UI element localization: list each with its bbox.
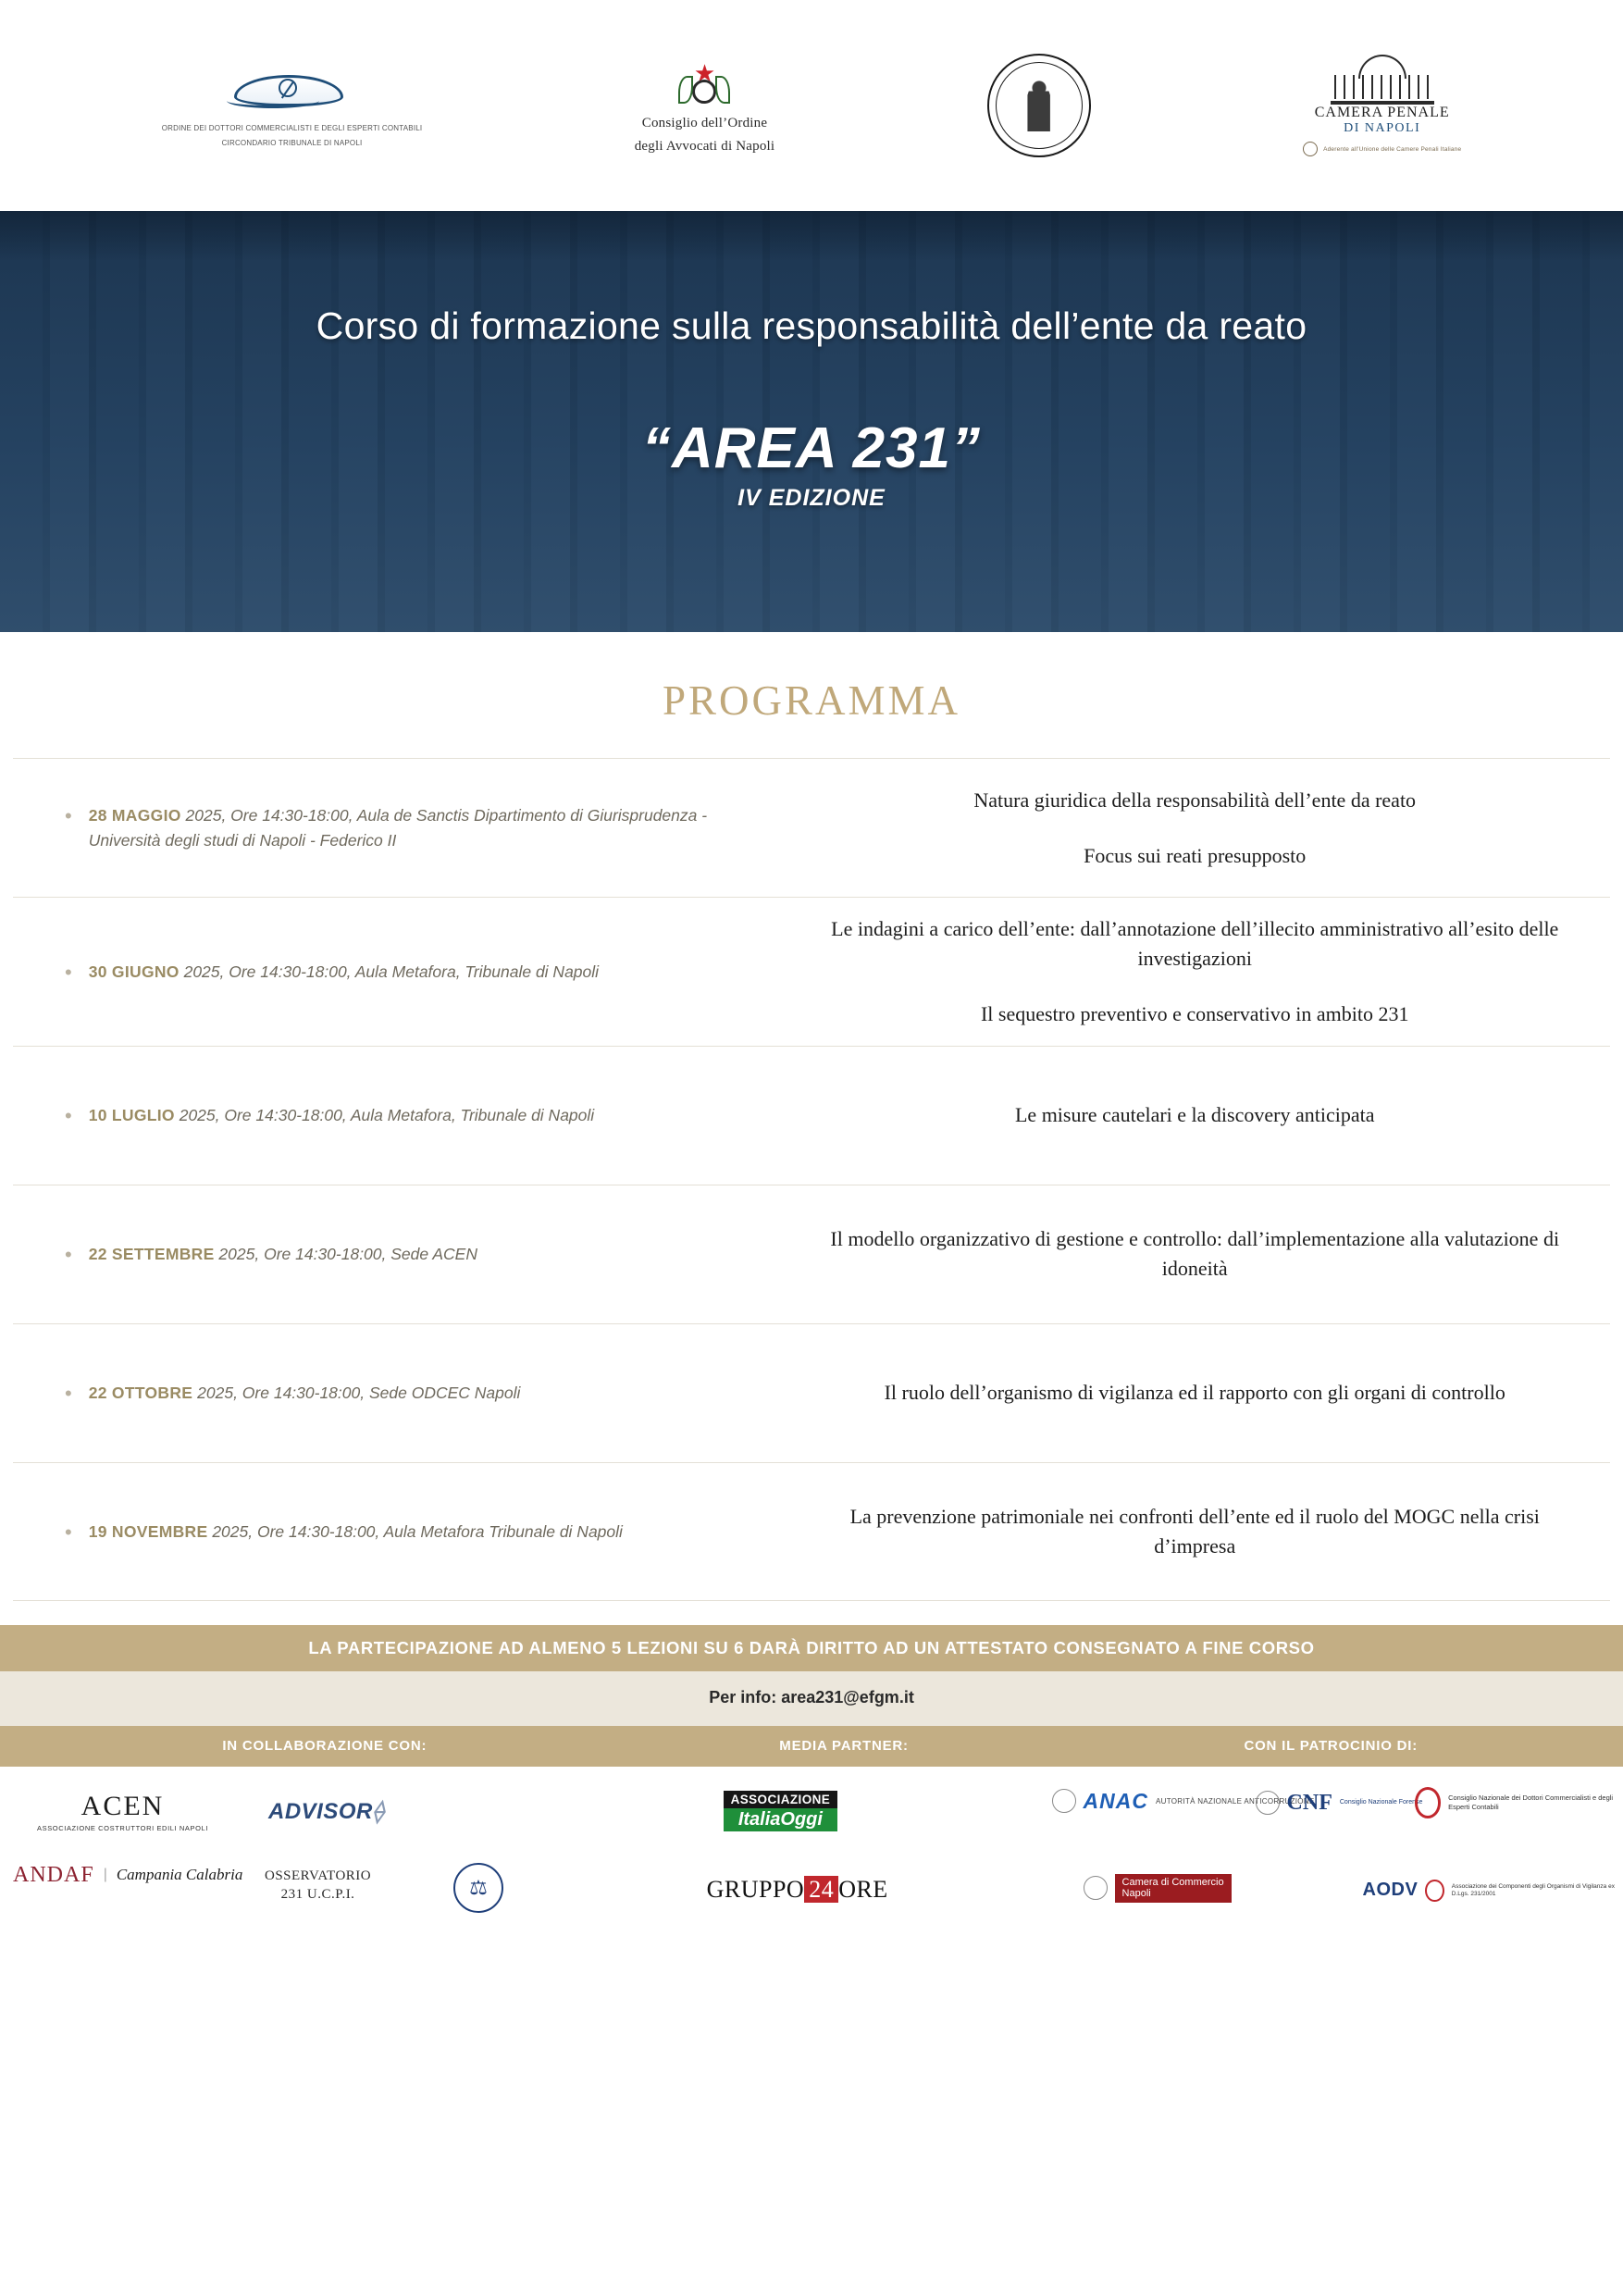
anac-wordmark: ANAC bbox=[1083, 1788, 1148, 1813]
session-date-line bbox=[89, 1103, 594, 1127]
partner-header-patrocinio: CON IL PATROCINIO DI: bbox=[1244, 1738, 1419, 1755]
hero-banner bbox=[0, 211, 1623, 632]
session-date-rest: 2025, Ore 14:30-18:00, Sede ODCEC Napoli bbox=[192, 1384, 521, 1403]
logo-camera-penale-napoli bbox=[1303, 55, 1461, 156]
logo-odcec-caption: ORDINE DEI DOTTORI COMMERCIALISTI E DEGLI ESPERTI CONTABILI bbox=[161, 124, 423, 133]
camera-penale-title: CAMERA PENALE bbox=[1314, 105, 1450, 120]
session-date-cell bbox=[13, 1242, 779, 1266]
session-row bbox=[13, 897, 1610, 1046]
partner-cnf bbox=[1256, 1791, 1423, 1816]
session-row bbox=[13, 1323, 1610, 1462]
session-topics-cell bbox=[779, 914, 1610, 1029]
partner-logos bbox=[0, 1767, 1623, 1952]
session-row bbox=[13, 758, 1610, 897]
partner-advisor bbox=[268, 1798, 384, 1825]
session-date-cell bbox=[13, 1381, 779, 1405]
session-row bbox=[13, 1462, 1610, 1601]
partner-camera-di-commercio bbox=[1084, 1874, 1232, 1903]
contact-info: Per info: area231@efgm.it bbox=[0, 1671, 1623, 1726]
session-date-strong: 10 LUGLIO bbox=[88, 1106, 175, 1125]
session-topic: Focus sui reati presupposto bbox=[1084, 843, 1307, 867]
page-title: PROGRAMMA bbox=[662, 677, 961, 724]
camera-commercio-wordmark: Camera di Commercio Napoli bbox=[1115, 1874, 1232, 1903]
logo-tribunale-napoli bbox=[987, 54, 1091, 157]
partner-headers bbox=[0, 1726, 1623, 1767]
session-date-rest: 2025, Ore 14:30-18:00, Aula Metafora, Tribunale di Napoli bbox=[179, 962, 600, 981]
partner-osservatorio-231 bbox=[265, 1867, 371, 1905]
session-date-line bbox=[89, 960, 599, 984]
cnf-subtitle: Consiglio Nazionale Forense bbox=[1339, 1798, 1423, 1806]
session-row bbox=[13, 1046, 1610, 1185]
acen-subtitle: ASSOCIAZIONE COSTRUTTORI EDILI NAPOLI bbox=[37, 1823, 209, 1832]
session-topics-cell bbox=[779, 1100, 1610, 1130]
partner-header-media: MEDIA PARTNER: bbox=[779, 1738, 909, 1755]
session-topic: Le misure cautelari e la discovery anticipata bbox=[1014, 1103, 1375, 1127]
avvocati-caption2: degli Avvocati di Napoli bbox=[634, 139, 775, 154]
attestato-banner: LA PARTECIPAZIONE AD ALMENO 5 LEZIONI SU 6 DARÀ DIRITTO AD UN ATTESTATO CONSEGNATO A FINE CORSO bbox=[0, 1625, 1623, 1671]
bullet-icon: • bbox=[65, 1243, 72, 1267]
session-date-cell bbox=[13, 803, 779, 852]
anac-emblem-icon bbox=[1052, 1789, 1076, 1813]
session-topic: Le indagini a carico dell’ente: dall’annotazione dell’illecito amministrativo all’esito delle investigazioni bbox=[831, 917, 1559, 970]
session-topic: Il sequestro preventivo e conservativo in ambito 231 bbox=[980, 1001, 1409, 1025]
acen-wordmark: ACEN bbox=[81, 1790, 165, 1821]
session-list bbox=[0, 758, 1623, 1601]
osservatorio-subtitle: 231 U.C.P.I. bbox=[280, 1886, 355, 1902]
session-date-strong: 22 OTTOBRE bbox=[88, 1384, 193, 1403]
partner-column-media bbox=[650, 1767, 1039, 1952]
bullet-icon: • bbox=[65, 804, 72, 828]
session-topics-cell bbox=[779, 1502, 1610, 1561]
session-date-cell bbox=[13, 960, 779, 984]
course-brand: “AREA 231” bbox=[641, 416, 982, 480]
avvocati-caption: Consiglio dell’Ordine bbox=[641, 115, 768, 130]
camera-penale-footnote: Aderente all'Unione delle Camere Penali Italiane bbox=[1323, 145, 1462, 153]
session-date-rest: 2025, Ore 14:30-18:00, Sede ACEN bbox=[214, 1245, 477, 1264]
camera-commercio-emblem-icon bbox=[1084, 1876, 1108, 1900]
session-topics-cell bbox=[779, 786, 1610, 871]
cndcec-emblem-icon bbox=[1415, 1787, 1442, 1818]
partner-gruppo-24-ore bbox=[707, 1876, 888, 1904]
classical-building-icon bbox=[1328, 55, 1437, 105]
aodv-wordmark: AODV bbox=[1362, 1880, 1419, 1901]
andaf-region: Campania Calabria bbox=[116, 1865, 243, 1883]
session-topics-cell bbox=[779, 1224, 1610, 1284]
odcec-mark-icon bbox=[223, 62, 362, 119]
session-date-strong: 30 GIUGNO bbox=[88, 962, 180, 981]
session-topic: Il ruolo dell’organismo di vigilanza ed il rapporto con gli organi di controllo bbox=[884, 1381, 1505, 1405]
session-date-line bbox=[89, 1520, 623, 1544]
partner-italia-oggi bbox=[724, 1791, 838, 1831]
session-topic: La prevenzione patrimoniale nei confronti dell’ente ed il ruolo del MOGC nella crisi d’impresa bbox=[849, 1504, 1540, 1558]
camera-penale-subtitle: DI NAPOLI bbox=[1344, 121, 1421, 135]
session-date-strong: 22 SETTEMBRE bbox=[88, 1245, 215, 1264]
session-date-rest: 2025, Ore 14:30-18:00, Aula Metafora, Tribunale di Napoli bbox=[174, 1106, 595, 1125]
anac-subtitle: AUTORITÀ NAZIONALE ANTICORRUZIONE bbox=[1156, 1796, 1315, 1806]
logo-consiglio-ordine-avvocati bbox=[635, 56, 775, 156]
session-topics-cell bbox=[779, 1378, 1610, 1408]
camera-penale-mini-seal-icon bbox=[1303, 142, 1318, 156]
partner-aodv bbox=[1363, 1880, 1623, 1902]
partner-andaf: ANDAF | Campania Calabria bbox=[13, 1862, 243, 1887]
court-seal-icon bbox=[987, 54, 1091, 157]
cnf-wordmark: CNF bbox=[1286, 1790, 1332, 1815]
session-date-cell bbox=[13, 1103, 779, 1127]
session-date-rest: 2025, Ore 14:30-18:00, Aula Metafora Tribunale di Napoli bbox=[207, 1521, 623, 1541]
partner-column-patrocinio bbox=[1039, 1767, 1623, 1952]
gruppo24ore-wordmark: GRUPPO 24 ORE bbox=[706, 1875, 888, 1903]
osservatorio-title: OSSERVATORIO bbox=[265, 1868, 372, 1883]
cndcec-subtitle: Consiglio Nazionale dei Dottori Commercialisti e degli Esperti Contabili bbox=[1448, 1793, 1614, 1811]
andaf-wordmark: ANDAF bbox=[13, 1862, 94, 1887]
session-date-line bbox=[89, 1381, 521, 1405]
session-topic: Natura giuridica della responsabilità dell’ente da reato bbox=[973, 788, 1417, 812]
session-date-rest: 2025, Ore 14:30-18:00, Aula de Sanctis Dipartimento di Giurisprudenza - Università degli studi di Napoli - Federico II bbox=[88, 806, 708, 850]
ucpi-scales-logo bbox=[453, 1863, 503, 1913]
scales-icon: ⚖ bbox=[453, 1863, 503, 1913]
session-date-strong: 28 MAGGIO bbox=[88, 806, 181, 825]
session-row bbox=[13, 1185, 1610, 1323]
session-date-strong: 19 NOVEMBRE bbox=[88, 1521, 208, 1541]
partner-acen bbox=[37, 1791, 208, 1832]
session-date-line bbox=[89, 1242, 477, 1266]
italia-oggi-top: ASSOCIAZIONE bbox=[724, 1791, 838, 1808]
bullet-icon: • bbox=[65, 1520, 72, 1544]
course-title: Corso di formazione sulla responsabilità dell’ente da reato bbox=[316, 304, 1307, 347]
logo-odcec-caption2: CIRCONDARIO TRIBUNALE DI NAPOLI bbox=[221, 139, 363, 147]
cnf-emblem-icon bbox=[1256, 1791, 1280, 1815]
session-date-cell bbox=[13, 1520, 779, 1544]
partner-column-collaboration bbox=[0, 1767, 650, 1952]
republic-emblem-icon: ★ bbox=[678, 56, 730, 109]
bullet-icon: • bbox=[65, 1104, 72, 1128]
logo-odcec-napoli bbox=[162, 62, 423, 149]
session-date-line bbox=[89, 803, 754, 852]
partner-cndcec bbox=[1415, 1787, 1623, 1818]
bullet-icon: • bbox=[65, 960, 72, 984]
italia-oggi-bottom: ItaliaOggi bbox=[724, 1808, 838, 1831]
partner-header-collaboration: IN COLLABORAZIONE CON: bbox=[222, 1738, 427, 1755]
aodv-emblem-icon bbox=[1425, 1880, 1443, 1902]
aodv-subtitle: Associazione dei Componenti degli Organismi di Vigilanza ex D.Lgs. 231/2001 bbox=[1451, 1882, 1615, 1897]
header-logo-bar bbox=[0, 0, 1623, 211]
course-edition: IV EDIZIONE bbox=[737, 484, 886, 511]
advisor-wordmark: ADVISOR⟠ bbox=[268, 1798, 385, 1824]
bullet-icon: • bbox=[65, 1382, 72, 1406]
session-topic: Il modello organizzativo di gestione e controllo: dall’implementazione alla valutazione di idoneità bbox=[830, 1227, 1560, 1281]
